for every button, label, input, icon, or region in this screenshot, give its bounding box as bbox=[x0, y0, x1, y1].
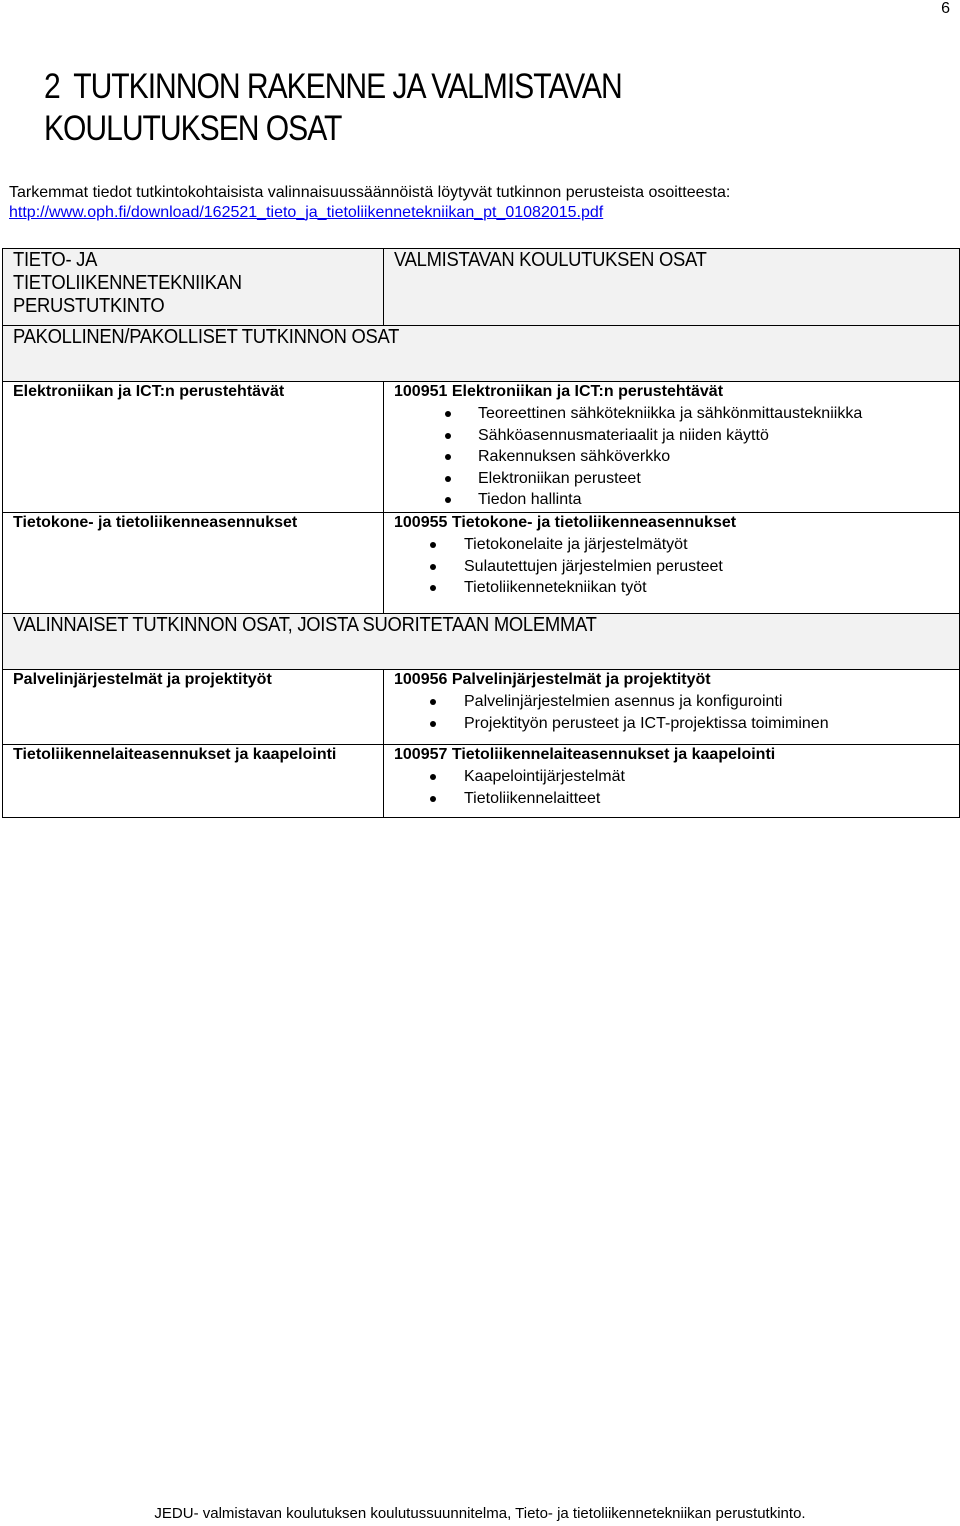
chapter-number: 2 bbox=[44, 67, 60, 106]
topic-text: Kaapelointijärjestelmät bbox=[464, 768, 625, 785]
topic-text: Elektroniikan perusteet bbox=[478, 469, 641, 487]
module-row bbox=[3, 513, 960, 614]
module-name: Elektroniikan ja ICT:n perustehtävät bbox=[13, 383, 285, 400]
module-detail-cell bbox=[384, 745, 960, 818]
page-number: 6 bbox=[941, 0, 950, 17]
topic-list bbox=[394, 766, 949, 809]
module-row bbox=[3, 382, 960, 513]
list-item bbox=[394, 556, 949, 578]
module-title: 100956 Palvelinjärjestelmät ja projektityöt bbox=[394, 671, 711, 688]
list-item bbox=[394, 468, 949, 490]
bullet-icon bbox=[445, 411, 451, 417]
topic-list bbox=[394, 691, 949, 734]
module-name: Tietokone- ja tietoliikenneasennukset bbox=[13, 514, 298, 531]
section-title: PAKOLLINEN/PAKOLLISET TUTKINNON OSAT bbox=[13, 326, 400, 348]
section-title: VALINNAISET TUTKINNON OSAT, JOISTA SUORITETAAN MOLEMMAT bbox=[13, 614, 597, 636]
topic-text: Sulautettujen järjestelmien perusteet bbox=[464, 557, 723, 575]
topic-text: Tietokonelaite ja järjestelmätyöt bbox=[464, 536, 688, 553]
module-title: 100951 Elektroniikan ja ICT:n perustehtävät bbox=[394, 383, 724, 400]
list-item bbox=[394, 713, 949, 735]
list-item bbox=[394, 489, 949, 511]
topic-text: Sähköasennusmateriaalit ja niiden käyttö bbox=[478, 426, 769, 444]
topic-text: Tietoliikennetekniikan työt bbox=[464, 579, 647, 596]
topic-text: Tietoliikennelaitteet bbox=[464, 789, 601, 807]
module-detail-cell bbox=[384, 382, 960, 513]
bullet-icon bbox=[430, 699, 436, 705]
chapter-title: TUTKINNON RAKENNE JA VALMISTAVAN KOULUTUKSEN OSAT bbox=[44, 67, 622, 148]
header-right-cell bbox=[384, 249, 960, 326]
section-row-mandatory bbox=[3, 326, 960, 382]
topic-text: Projektityön perusteet ja ICT-projektissa toimiminen bbox=[464, 714, 829, 732]
list-item bbox=[394, 766, 949, 788]
topic-list bbox=[394, 403, 949, 511]
intro-paragraph bbox=[9, 183, 949, 223]
topic-text: Teoreettinen sähkötekniikka ja sähkönmittaustekniikka bbox=[478, 405, 863, 422]
bullet-icon bbox=[445, 433, 451, 439]
bullet-icon bbox=[430, 721, 436, 727]
list-item bbox=[394, 577, 949, 599]
topic-text: Rakennuksen sähköverkko bbox=[478, 448, 671, 465]
module-name: Palvelinjärjestelmät ja projektityöt bbox=[13, 671, 272, 688]
module-detail-cell bbox=[384, 670, 960, 745]
topic-text: Tiedon hallinta bbox=[478, 491, 582, 508]
module-row bbox=[3, 745, 960, 818]
module-name: Tietoliikennelaiteasennukset ja kaapelointi bbox=[13, 746, 337, 763]
list-item bbox=[394, 788, 949, 810]
section-row-optional bbox=[3, 614, 960, 670]
list-item bbox=[394, 534, 949, 556]
module-name-cell bbox=[3, 513, 384, 614]
bullet-icon bbox=[445, 476, 451, 482]
module-name-cell bbox=[3, 670, 384, 745]
list-item bbox=[394, 691, 949, 713]
header-right-text: VALMISTAVAN KOULUTUKSEN OSAT bbox=[394, 249, 707, 271]
bullet-icon bbox=[430, 564, 436, 570]
module-row bbox=[3, 670, 960, 745]
list-item bbox=[394, 446, 949, 468]
curriculum-link[interactable]: http://www.oph.fi/download/162521_tieto_ja_tietoliikennetekniikan_pt_01082015.pdf bbox=[9, 204, 604, 221]
module-name-cell bbox=[3, 382, 384, 513]
bullet-icon bbox=[430, 796, 436, 802]
module-title: 100957 Tietoliikennelaiteasennukset ja kaapelointi bbox=[394, 746, 776, 763]
bullet-icon bbox=[430, 774, 436, 780]
topic-text: Palvelinjärjestelmien asennus ja konfigurointi bbox=[464, 693, 783, 710]
structure-table bbox=[2, 248, 960, 818]
intro-text: Tarkemmat tiedot tutkintokohtaisista valinnaisuussäännöistä löytyvät tutkinnon perusteista osoitteesta: bbox=[9, 184, 731, 201]
topic-list bbox=[394, 534, 949, 599]
list-item bbox=[394, 425, 949, 447]
header-left-text: TIETO- JA TIETOLIIKENNETEKNIIKAN PERUSTUTKINTO bbox=[13, 249, 242, 317]
bullet-icon bbox=[445, 454, 451, 460]
header-left-cell bbox=[3, 249, 384, 326]
list-item bbox=[394, 403, 949, 425]
table-header-row bbox=[3, 249, 960, 326]
module-name-cell bbox=[3, 745, 384, 818]
page-footer: JEDU- valmistavan koulutuksen koulutussuunnitelma, Tieto- ja tietoliikennetekniikan perustutkinto. bbox=[154, 1505, 806, 1522]
chapter-heading bbox=[44, 66, 801, 150]
bullet-icon bbox=[430, 585, 436, 591]
bullet-icon bbox=[445, 497, 451, 503]
module-detail-cell bbox=[384, 513, 960, 614]
module-title: 100955 Tietokone- ja tietoliikenneasennukset bbox=[394, 514, 737, 531]
bullet-icon bbox=[430, 542, 436, 548]
